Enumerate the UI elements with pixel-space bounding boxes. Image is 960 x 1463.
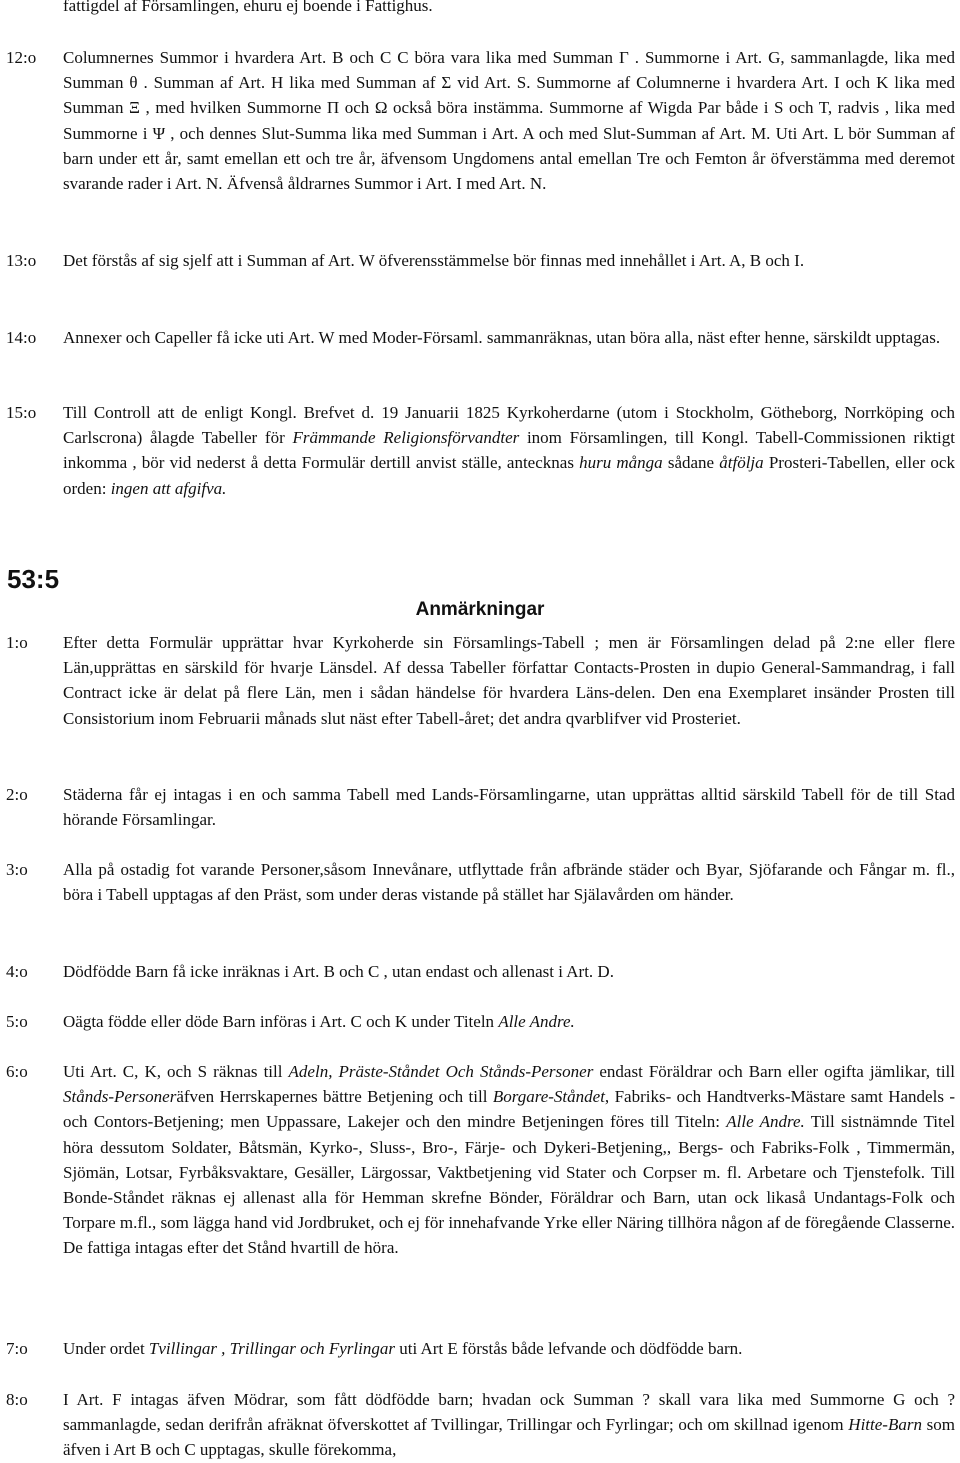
item-number: 2:o bbox=[6, 785, 28, 804]
item-text: Alla på ostadig fot varande Personer,såsom Innevånare, utflyttade från afbrände städer och Byar, Sjöfarande och Fångar m. fl., böra i Tabell upptagas af den Präst, som under deras vistande på stället har Själavården om händer. bbox=[63, 860, 955, 905]
section-number: 53:5 bbox=[7, 564, 60, 594]
item-number: 12:o bbox=[6, 48, 37, 67]
item-number: 14:o bbox=[6, 328, 37, 347]
item-text: Städerna får ej intagas i en och samma Tabell med Lands-Församlingarne, utan upprättas alltid särskild Tabell för de till Stad hörande Församlingar. bbox=[63, 785, 955, 830]
section-title: Anmärkningar bbox=[415, 599, 545, 620]
item-number: 1:o bbox=[6, 633, 28, 652]
item-text: Efter detta Formulär upprättar hvar Kyrkoherde sin Församlings-Tabell ; men är Församlingen delad på 2:ne eller flere Län,upprättas en särskild för hvarje Länsdel. Af dessa Tabeller författar Contacts-Prosten in dupio General-Sammandrag, i fall Contract icke är delat på flere Län, men i sådan händelse för hvardera Läns-delen. Den ena Exemplaret insänder Prosten till Consistorium inom Februarii månads slut näst efter Tabell-året; det andra qvarblifver vid Prosteriet. bbox=[63, 633, 955, 728]
item-number: 13:o bbox=[6, 251, 37, 270]
item-number: 4:o bbox=[6, 962, 28, 981]
continued-line: fattigdel af Församlingen, ehuru ej boende i Fattighus. bbox=[63, 0, 433, 15]
item-text: Annexer och Capeller få icke uti Art. W med Moder-Församl. sammanräknas, utan böra alla, näst efter henne, särskildt upptagas. bbox=[63, 328, 941, 347]
item-text: Till Controll att de enligt Kongl. Brefvet d. 19 Januarii 1825 Kyrkoherdarne (utom i Stockholm, Götheborg, Norrköping och Carlscrona) ålagde Tabeller för Främmande Religionsförvandter inom Församlingen, till Kongl. Tabell-Commissionen riktigt inkomma , bör vid nederst å detta Formulär dertill anvist ställe, antecknas huru många sådane åtfölja Prosteri-Tabellen, eller ock orden: ingen att afgifva. bbox=[63, 403, 955, 498]
item-number: 5:o bbox=[6, 1012, 28, 1031]
item-text: Under ordet Tvillingar , Trillingar och Fyrlingar uti Art E förstås både lefvande och dödfödde barn. bbox=[63, 1339, 743, 1358]
item-text: Oägta födde eller döde Barn införas i Art. C och K under Titeln Alle Andre. bbox=[63, 1012, 575, 1031]
item-number: 15:o bbox=[6, 403, 37, 422]
item-text: Dödfödde Barn få icke inräknas i Art. B och C , utan endast och allenast i Art. D. bbox=[63, 962, 614, 981]
item-number: 3:o bbox=[6, 860, 28, 879]
item-text: Columnernes Summor i hvardera Art. B och C C böra vara lika med Summan Γ . Summorne i Art. G, sammanlagde, lika med Summan θ . Summan af Art. H lika med Summan af Σ vid Art. S. Summorne af Columnerne i hvardera Art. I och K lika med Summan Ξ , med hvilken Summorne Π och Ω också böra instämma. Summorne af Wigda Par både i S och T, radvis , lika med Summorne i Ψ , och dennes Slut-Summa lika med Summan i Art. A och med Slut-Summan af Art. M. Uti Art. L bör Summan af barn under ett år, samt emellan ett och tre år, äfvensom Ungdomens antal emellan Tre och Femton år öfverstämma med deremot svarande rader i Art. N. Äfvenså åldrarnes Summor i Art. I med Art. N. bbox=[63, 48, 955, 194]
item-number: 6:o bbox=[6, 1062, 28, 1081]
item-number: 8:o bbox=[6, 1390, 28, 1409]
item-text: I Art. F intagas äfven Mödrar, som fått dödfödde barn; hvadan ock Summan ? skall vara lika med Summorne G och ? sammanlagde, sedan derifrån afräknat öfverskottet af Tvillingar, Trillingar och Fyrlingar; och om skillnad igenom Hitte-Barn som äfven i Art B och C upptagas, skulle förekomma, bbox=[63, 1390, 955, 1460]
item-number: 7:o bbox=[6, 1339, 28, 1358]
item-text: Det förstås af sig sjelf att i Summan af Art. W öfverensstämmelse bör finnas med innehållet i Art. A, B och I. bbox=[63, 251, 805, 270]
item-text: Uti Art. C, K, och S räknas till Adeln, Präste-Ståndet Och Stånds-Personer endast Föräldrar och Barn eller ogifta jämlikar, till Stånds-Personeräfven Herrskapernes bättre Betjening och till Borgare-Ståndet, Fabriks- och Handtverks-Mästare samt Handels - och Contors-Betjening; men Uppassare, Lakejer och den mindre Betjeningen föres till Titeln: Alle Andre. Till sistnämnde Titel höra dessutom Soldater, Båtsmän, Kyrko-, Sluss-, Bro-, Färje- och Dykeri-Betjening,, Bergs- och Fabriks-Folk , Timmermän, Sjömän, Lotsar, Fyrbåksvaktare, Gesäller, Lärgossar, Vaktbetjening vid Stater och Corpser m. fl. Arbetare och Tjenstefolk. Till Bonde-Ståndet räknas ej allenast alla för Hemman skrefne Bönder, Föräldrar och Barn, utan ock likaså Undantags-Folk och Torpare m.fl., som lägga hand vid Jordbruket, och ej för innehafvande Yrke eller Näring tillhöra någon af de föregående Classerne. De fattiga intagas efter det Stånd hvartill de höra. bbox=[63, 1062, 956, 1258]
